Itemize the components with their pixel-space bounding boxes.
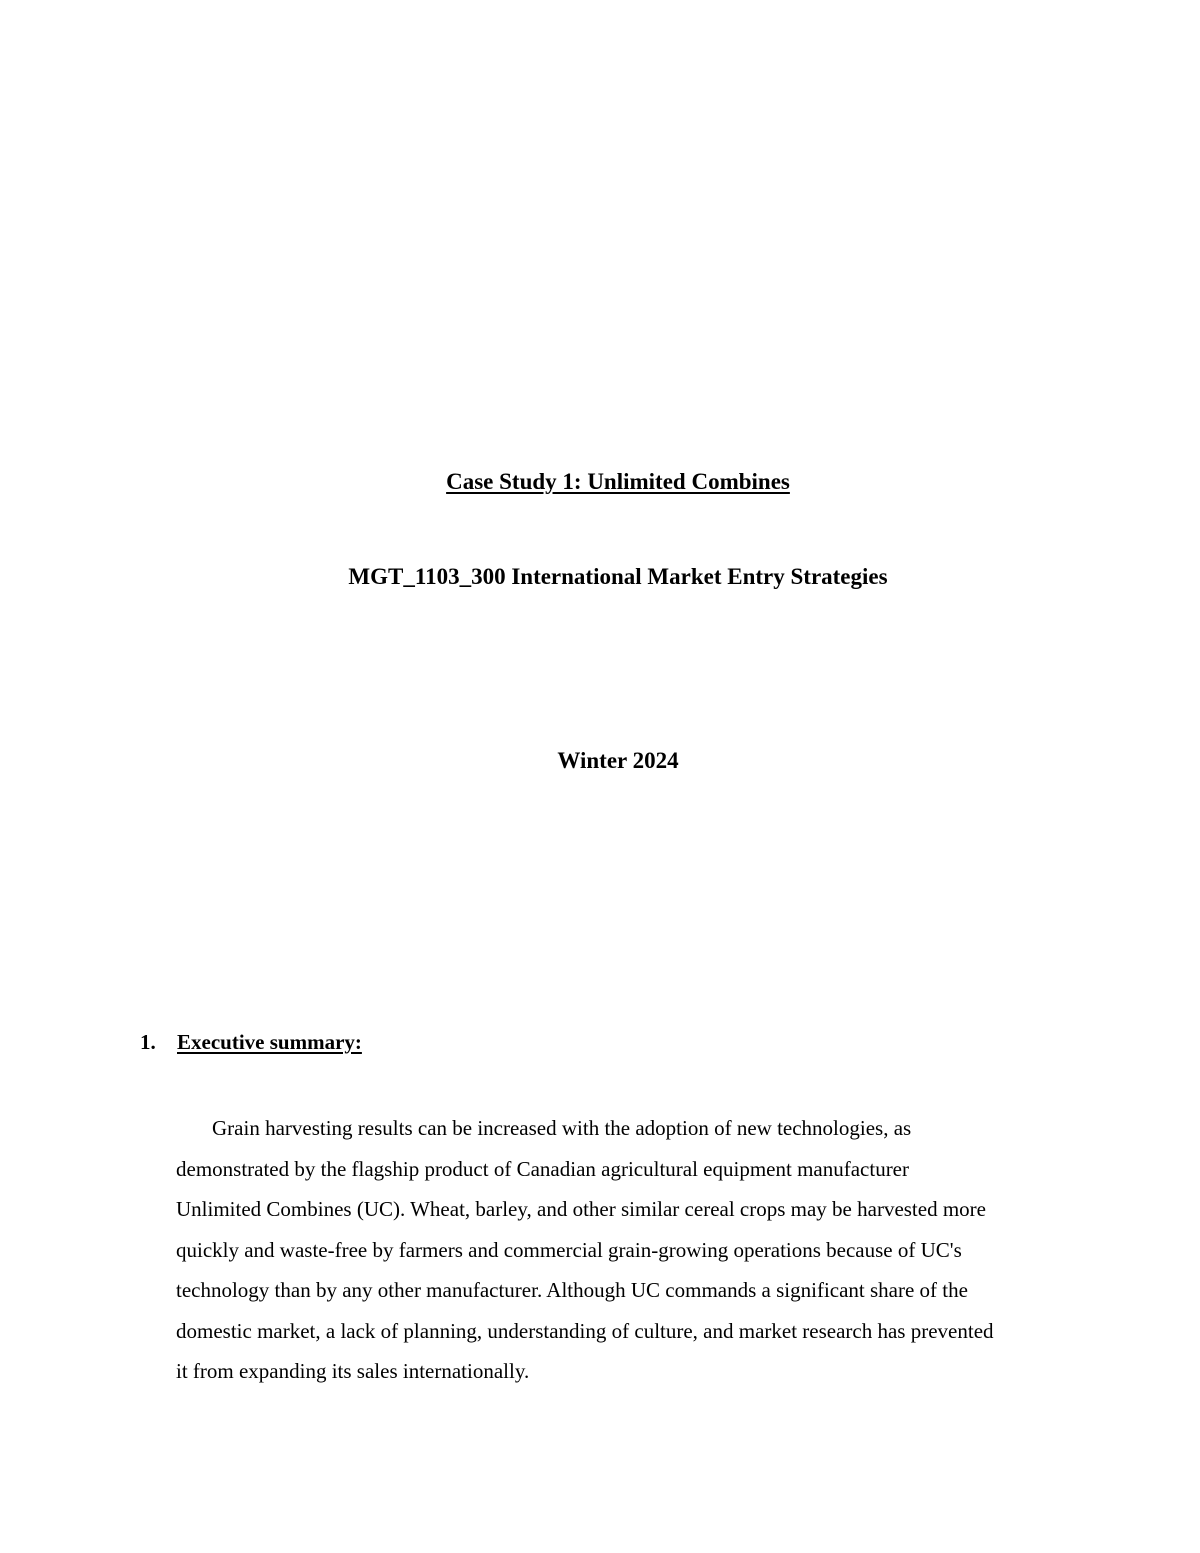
section-heading [140, 1028, 362, 1056]
paragraph-line: demonstrated by the flagship product of Canadian agricultural equipment manufacturer [176, 1156, 910, 1181]
paragraph-line: it from expanding its sales internationally. [176, 1359, 530, 1383]
paragraph-line: quickly and waste-free by farmers and commercial grain-growing operations because of UC's [176, 1237, 962, 1262]
paragraph-line: Unlimited Combines (UC). Wheat, barley, and other similar cereal crops may be harvested more [176, 1197, 986, 1221]
executive-summary-paragraph [176, 1108, 1116, 1392]
section-number: 1. [140, 1030, 156, 1054]
paragraph-line: technology than by any other manufacturer. Although UC commands a significant share of the [176, 1278, 968, 1302]
paragraph-line: Grain harvesting results can be increased with the adoption of new technologies, as [212, 1116, 912, 1140]
document-title: Case Study 1: Unlimited Combines [446, 469, 790, 494]
paragraph-line: domestic market, a lack of planning, understanding of culture, and market research has prevented [176, 1318, 994, 1343]
course-name: MGT_1103_300 International Market Entry Strategies [348, 564, 888, 589]
section-label: Executive summary: [177, 1030, 362, 1054]
term: Winter 2024 [557, 748, 679, 773]
